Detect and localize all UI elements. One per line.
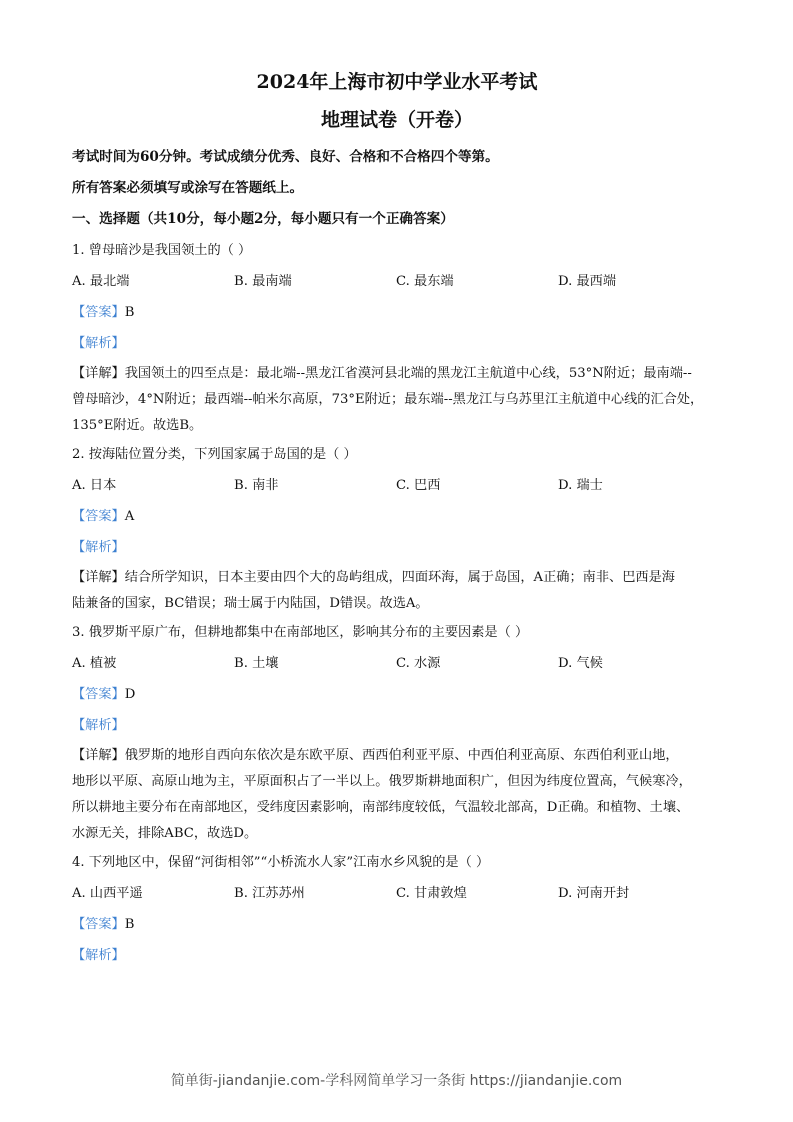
answer-line bbox=[72, 915, 722, 934]
question-stem: 1. 曾母暗沙是我国领土的（ ） bbox=[72, 243, 252, 258]
answer-tag: 【答案】 bbox=[72, 305, 125, 320]
option-d: D. 瑞士 bbox=[558, 478, 603, 493]
option-a: A. 山西平遥 bbox=[72, 886, 143, 901]
question-stem: 2. 按海陆位置分类，下列国家属于岛国的是（ ） bbox=[72, 447, 357, 462]
question-stem: 3. 俄罗斯平原广布，但耕地都集中在南部地区，影响其分布的主要因素是（ ） bbox=[72, 625, 529, 640]
analysis-line bbox=[72, 716, 722, 735]
answer-value: A bbox=[124, 509, 135, 524]
detail-tag: 【详解】 bbox=[72, 748, 125, 763]
detail-line: 【详解】结合所学知识，日本主要由四个大的岛屿组成，四面环海，属于岛国，A正确；南非、巴西是海 bbox=[72, 570, 675, 585]
page-title: 2024年上海市初中学业水平考试 bbox=[256, 71, 538, 93]
option-b: B. 江苏苏州 bbox=[234, 886, 305, 901]
answer-value: B bbox=[124, 305, 135, 320]
analysis-tag: 【解析】 bbox=[72, 540, 125, 555]
page-subtitle: 地理试卷（开卷） bbox=[320, 109, 473, 131]
detail-tag: 【详解】 bbox=[72, 366, 125, 381]
detail-tag: 【详解】 bbox=[72, 570, 125, 585]
question-stem: 4. 下列地区中，保留“河街相邻”“小桥流水人家”江南水乡风貌的是（ ） bbox=[72, 855, 490, 870]
analysis-tag: 【解析】 bbox=[72, 718, 125, 733]
detail-line: 曾母暗沙，4°N附近；最西端--帕米尔高原，73°E附近；最东端--黑龙江与乌苏里江主航道中心线的汇合处， bbox=[72, 392, 704, 407]
option-d: D. 河南开封 bbox=[558, 886, 630, 901]
answer-line bbox=[72, 507, 722, 526]
analysis-tag: 【解析】 bbox=[72, 948, 125, 963]
option-c: C. 最东端 bbox=[396, 274, 454, 289]
analysis-line bbox=[72, 538, 722, 557]
detail-line: 135°E附近。故选B。 bbox=[72, 418, 203, 433]
detail-line: 所以耕地主要分布在南部地区，受纬度因素影响，南部纬度较低，气温较北部高，D正确。和植物、土壤、 bbox=[72, 800, 690, 815]
detail-line: 地形以平原、高原山地为主，平原面积占了一半以上。俄罗斯耕地面积广，但因为纬度位置高，气候寒冷， bbox=[72, 774, 692, 789]
question-options bbox=[72, 272, 722, 291]
analysis-line bbox=[72, 946, 722, 965]
option-c: C. 水源 bbox=[396, 656, 441, 671]
detail-line: 水源无关，排除ABC，故选D。 bbox=[72, 826, 258, 841]
question-options bbox=[72, 476, 722, 495]
answer-line bbox=[72, 685, 722, 704]
instruction-line: 所有答案必须填写或涂写在答题纸上。 bbox=[72, 180, 304, 196]
analysis-tag: 【解析】 bbox=[72, 336, 125, 351]
option-a: A. 植被 bbox=[72, 656, 117, 671]
question-options bbox=[72, 654, 722, 673]
option-a: A. 日本 bbox=[72, 478, 117, 493]
exam-page bbox=[72, 64, 722, 977]
option-b: B. 最南端 bbox=[234, 274, 292, 289]
answer-tag: 【答案】 bbox=[72, 509, 125, 524]
detail-line: 【详解】我国领土的四至点是：最北端--黑龙江省漠河县北端的黑龙江主航道中心线，53°N附近；最南端-- bbox=[72, 366, 692, 381]
detail-line: 陆兼备的国家，BC错误；瑞士属于内陆国，D错误。故选A。 bbox=[72, 596, 429, 611]
detail-line: 【详解】俄罗斯的地形自西向东依次是东欧平原、西西伯利亚平原、中西伯利亚高原、东西伯利亚山地， bbox=[72, 748, 679, 763]
option-a: A. 最北端 bbox=[72, 274, 130, 289]
detail-paragraph bbox=[72, 565, 722, 617]
instruction-line: 考试时间为60分钟。考试成绩分优秀、良好、合格和不合格四个等第。 bbox=[72, 149, 499, 165]
answer-value: B bbox=[124, 917, 135, 932]
analysis-line bbox=[72, 334, 722, 353]
option-d: D. 气候 bbox=[558, 656, 603, 671]
footer-link[interactable]: 简单街-jiandanjie.com-学科网简单学习一条街 https://jiandanjie.com bbox=[170, 1073, 623, 1089]
detail-paragraph bbox=[72, 743, 722, 847]
detail-paragraph bbox=[72, 361, 722, 439]
answer-tag: 【答案】 bbox=[72, 687, 125, 702]
option-b: B. 土壤 bbox=[234, 656, 279, 671]
option-c: C. 巴西 bbox=[396, 478, 441, 493]
question-options bbox=[72, 884, 722, 903]
option-b: B. 南非 bbox=[234, 478, 279, 493]
option-c: C. 甘肃敦煌 bbox=[396, 886, 467, 901]
answer-line bbox=[72, 303, 722, 322]
answer-value: D bbox=[124, 687, 136, 702]
option-d: D. 最西端 bbox=[558, 274, 617, 289]
section-title: 一、选择题（共10分，每小题2分，每小题只有一个正确答案） bbox=[72, 211, 454, 227]
answer-tag: 【答案】 bbox=[72, 917, 125, 932]
